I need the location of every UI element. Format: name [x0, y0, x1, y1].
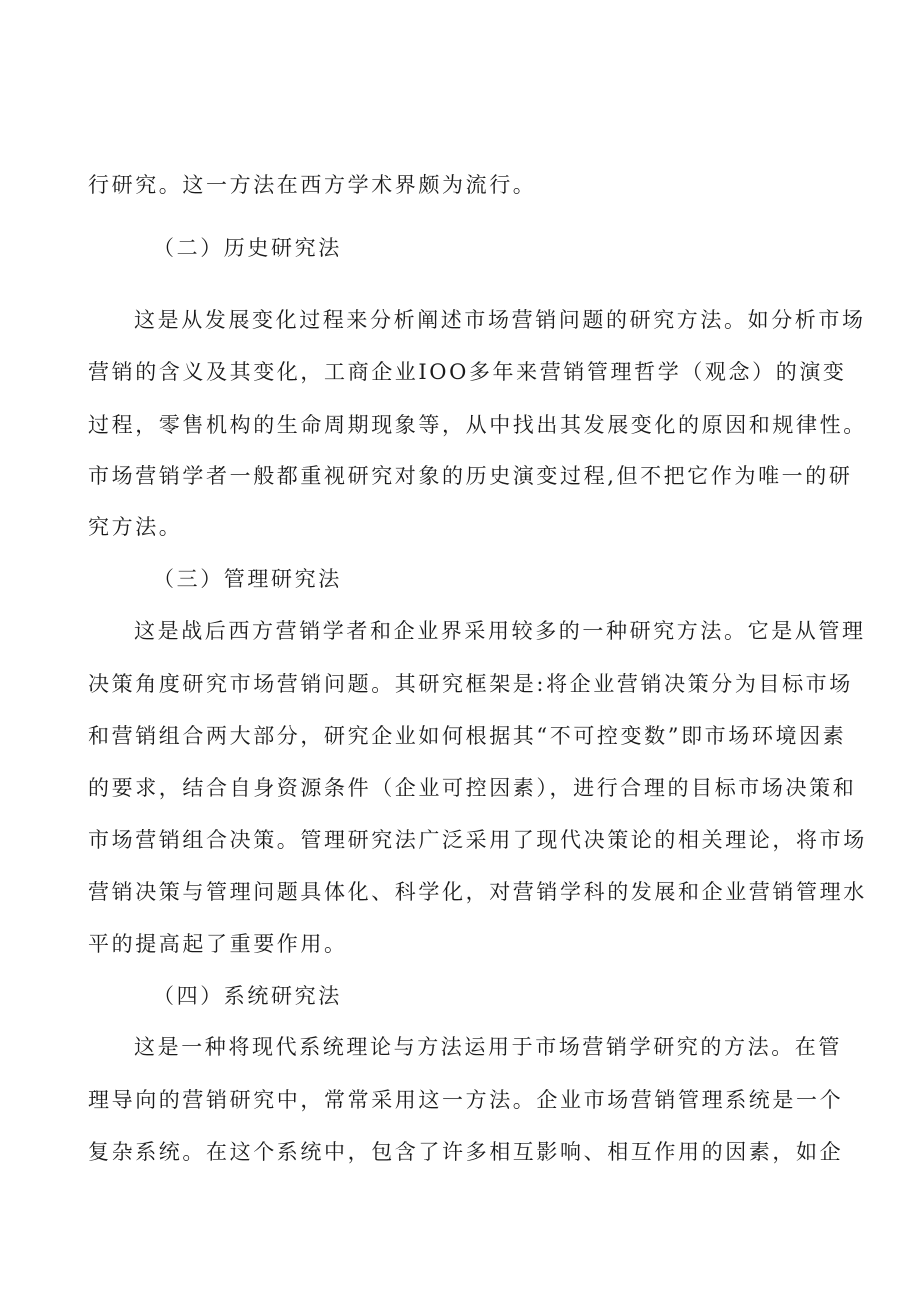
paragraph-line: 理导向的营销研究中，常常采用这一方法。企业市场营销管理系统是一个 [88, 1088, 844, 1112]
section-heading-system: （四）系统研究法 [153, 984, 342, 1008]
paragraph-line: 究方法。 [88, 515, 183, 539]
paragraph-line: 营销的含义及其变化，工商企业IOO多年来营销管理哲学（观念）的演变 [88, 360, 847, 384]
paragraph-line: 和营销组合两大部分，研究企业如何根据其“不可控变数”即市场环境因素 [88, 724, 847, 748]
paragraph-line: 这是从发展变化过程来分析阐述市场营销问题的研究方法。如分析市场 [134, 308, 866, 332]
paragraph-line: 市场营销组合决策。管理研究法广泛采用了现代决策论的相关理论，将市场 [88, 828, 867, 852]
paragraph-line: 市场营销学者一般都重视研究对象的历史演变过程,但不把它作为唯一的研 [88, 464, 853, 488]
paragraph-line: 这是一种将现代系统理论与方法运用于市场营销学研究的方法。在管 [134, 1035, 842, 1059]
paragraph-line: 行研究。这一方法在西方学术界颇为流行。 [88, 173, 537, 197]
section-heading-management: （三）管理研究法 [153, 567, 342, 591]
paragraph-line: 过程，零售机构的生命周期现象等，从中找出其发展变化的原因和规律性。 [88, 413, 867, 437]
paragraph-line: 决策角度研究市场营销问题。其研究框架是:将企业营销决策分为目标市场 [88, 672, 853, 696]
paragraph-line: 复杂系统。在这个系统中，包含了许多相互影响、相互作用的因素，如企 [88, 1140, 844, 1164]
paragraph-line: 这是战后西方营销学者和企业界采用较多的一种研究方法。它是从管理 [134, 619, 866, 643]
section-heading-history: （二）历史研究法 [153, 236, 342, 260]
paragraph-line: 营销决策与管理问题具体化、科学化，对营销学科的发展和企业营销管理水 [88, 880, 867, 904]
paragraph-line: 平的提高起了重要作用。 [88, 932, 348, 956]
paragraph-line: 的要求，结合自身资源条件（企业可控因素），进行合理的目标市场决策和 [88, 776, 857, 800]
